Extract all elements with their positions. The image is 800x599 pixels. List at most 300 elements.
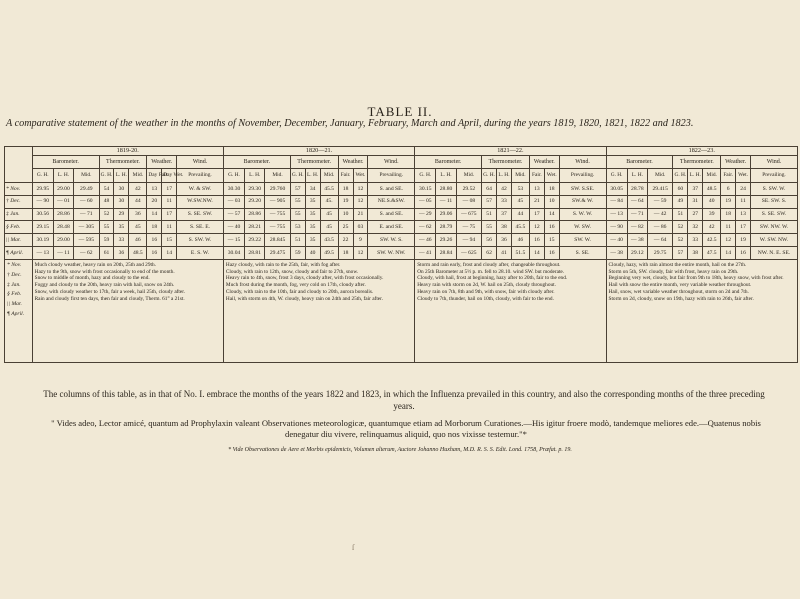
weather-days-value: 18: [721, 208, 736, 221]
thermometer-value: 46: [511, 234, 529, 247]
thermometer-value: 54: [99, 183, 114, 196]
weather-header: Weather.: [529, 156, 559, 169]
thermometer-value: 48: [99, 195, 114, 208]
barometer-value: — 60: [74, 195, 100, 208]
wind-col-header: Prevailing.: [559, 169, 606, 183]
barometer-header: Barometer.: [606, 156, 673, 169]
year-header-3: 1822—23.: [606, 147, 798, 156]
table-row: [5, 208, 798, 221]
year-header-1: 1820—21.: [223, 147, 414, 156]
barometer-value: — 905: [265, 195, 291, 208]
thermometer-value: 55: [290, 208, 305, 221]
thermometer-value: 45.5: [320, 183, 338, 196]
remarks-year-1: [223, 259, 414, 362]
barometer-value: — 90: [32, 195, 53, 208]
thermometer-col-header: Mid.: [129, 169, 147, 183]
barometer-value: 28.78: [627, 183, 647, 196]
thermometer-value: 49: [673, 195, 688, 208]
remark-text: Cloudy, hazy, with rain almost the entire month, hail on the 27th.: [608, 261, 747, 268]
barometer-value: — 40: [606, 234, 627, 247]
barometer-value: 30.05: [606, 183, 627, 196]
wind-header: Wind.: [177, 156, 224, 169]
barometer-value: 29.06: [436, 208, 456, 221]
remark-text: Hazy to the 9th, snow with frost occasionally to end of the month.: [34, 268, 175, 275]
wind-value: S. and SE.: [368, 208, 415, 221]
weather-days-value: 16: [736, 246, 751, 259]
barometer-value: — 13: [606, 208, 627, 221]
remark-text: Hail with snow the entire month, very variable weather throughout.: [608, 282, 752, 289]
remark-text: On 25th Barometer at 5½ p. m. fell to 28.10. wind SW. but moderate.: [417, 268, 565, 275]
weather-days-value: 11: [736, 195, 751, 208]
wind-value: S. SE. SW.: [751, 208, 798, 221]
thermometer-header: Thermometer.: [290, 156, 338, 169]
thermometer-value: 45: [320, 208, 338, 221]
barometer-value: 30.04: [223, 246, 244, 259]
wind-value: S. SE.: [559, 246, 606, 259]
thermometer-col-header: G. H.: [99, 169, 114, 183]
barometer-value: — 86: [647, 221, 673, 234]
weather-days-value: 14: [544, 208, 559, 221]
weather-col-header: Fair.: [338, 169, 353, 183]
table-row: [5, 195, 798, 208]
thermometer-value: 51: [290, 234, 305, 247]
wind-header: Wind.: [559, 156, 606, 169]
barometer-value: 30.15: [415, 183, 436, 196]
barometer-value: 28.81: [245, 246, 265, 259]
weather-days-value: 14: [147, 208, 162, 221]
barometer-value: 29.12: [627, 246, 647, 259]
barometer-col-header: Mid.: [74, 169, 100, 183]
thermometer-value: 59: [290, 246, 305, 259]
remark-text: Foggy and cloudy to the 20th, heavy rain with hail, snow on 24th.: [34, 282, 175, 289]
barometer-value: — 64: [627, 195, 647, 208]
thermometer-value: 45.5: [511, 221, 529, 234]
table-note: The columns of this table, as in that of No. I. embrace the months of the years 1822 and 1823, in which the Influenza prevailed in this country, and also the corresponding months of the three preceding years.: [43, 389, 765, 411]
month-label: † Dec.: [5, 195, 33, 208]
barometer-value: — 11: [53, 246, 73, 259]
thermometer-col-header: Mid.: [511, 169, 529, 183]
wind-value: S. SW. W.: [751, 183, 798, 196]
barometer-header: Barometer.: [415, 156, 482, 169]
thermometer-col-header: G. H.: [673, 169, 688, 183]
thermometer-value: 42: [129, 183, 147, 196]
weather-col-header: Day Wet.: [162, 169, 177, 183]
barometer-value: — 625: [456, 246, 482, 259]
thermometer-value: 41: [497, 246, 512, 259]
thermometer-value: 62: [482, 246, 497, 259]
weather-days-value: 13: [529, 183, 544, 196]
remark-text: Cloudy to 7th, thunder, hail on 10th, cloudy, with fair to the end.: [417, 295, 554, 302]
weather-days-value: 19: [736, 234, 751, 247]
weather-col-header: Day Fair.: [147, 169, 162, 183]
barometer-col-header: Mid.: [456, 169, 482, 183]
weather-days-value: 03: [353, 221, 368, 234]
month-label: * Nov.: [5, 183, 33, 196]
thermometer-col-header: L. H.: [497, 169, 512, 183]
barometer-value: 29.22: [245, 234, 265, 247]
thermometer-value: 27: [688, 208, 703, 221]
weather-days-value: 17: [736, 221, 751, 234]
thermometer-value: 45: [129, 221, 147, 234]
barometer-col-header: L. H.: [436, 169, 456, 183]
remark-text: Heavy rain to 4th, snow, frost 3 days, cloudy after, with frost occasionally.: [225, 275, 384, 282]
thermometer-col-header: L. H.: [114, 169, 129, 183]
barometer-value: 29.20: [245, 195, 265, 208]
thermometer-value: 57: [673, 246, 688, 259]
table-row: [5, 246, 798, 259]
weather-days-value: 14: [721, 246, 736, 259]
wind-header: Wind.: [751, 156, 798, 169]
remark-month-label: ‡ Jan.: [7, 281, 21, 288]
weather-days-value: 19: [721, 195, 736, 208]
barometer-value: — 46: [415, 234, 436, 247]
weather-days-value: 14: [529, 246, 544, 259]
barometer-value: — 08: [456, 195, 482, 208]
thermometer-value: 52: [673, 221, 688, 234]
thermometer-value: 51.5: [511, 246, 529, 259]
barometer-value: — 05: [415, 195, 436, 208]
weather-days-value: 6: [721, 183, 736, 196]
weather-days-value: 19: [338, 195, 353, 208]
wind-value: SW. W. NW.: [368, 246, 415, 259]
weather-days-value: 14: [162, 246, 177, 259]
wind-value: SW.& W.: [559, 195, 606, 208]
barometer-value: 29.26: [436, 234, 456, 247]
weather-days-value: 22: [338, 234, 353, 247]
thermometer-value: 44: [511, 208, 529, 221]
thermometer-value: 49.5: [320, 246, 338, 259]
wind-value: SE. SW. S.: [751, 195, 798, 208]
remark-text: Cloudy, with rain to the 10th, fair and cloudy to 20th, aurora borealis.: [225, 288, 374, 295]
barometer-value: — 38: [627, 234, 647, 247]
barometer-col-header: L. H.: [53, 169, 73, 183]
barometer-col-header: G. H.: [32, 169, 53, 183]
barometer-col-header: Mid.: [647, 169, 673, 183]
barometer-value: — 29: [415, 208, 436, 221]
wind-value: S. W. W.: [559, 208, 606, 221]
barometer-value: — 305: [74, 221, 100, 234]
barometer-value: — 675: [456, 208, 482, 221]
thermometer-value: 35: [114, 221, 129, 234]
table-subtitle: A comparative statement of the weather in the months of November, December, January, February, March and April, during the years 1819, 1820, 1821, 1822 and 1823.: [6, 118, 694, 129]
thermometer-value: 55: [99, 221, 114, 234]
wind-header: Wind.: [368, 156, 415, 169]
month-label: § Feb.: [5, 221, 33, 234]
barometer-value: — 71: [627, 208, 647, 221]
remark-text: Storm on 2d, cloudy, snow on 19th, hazy with rain to 26th, fair after.: [608, 295, 754, 302]
remark-text: Cloudy, with hail, frost at beginning, hazy after to 20th, fair to the end.: [417, 275, 568, 282]
barometer-value: 29.15: [32, 221, 53, 234]
weather-days-value: 10: [338, 208, 353, 221]
weather-days-value: 15: [162, 234, 177, 247]
barometer-col-header: G. H.: [606, 169, 627, 183]
footnote: * Vide Observationes de Aere et Morbis epidemicis, Volumen alterum, Auctore Johanno Huxham, M.D. R. S. S. Edit. Lond. 1758, Præfat. p. 19.: [228, 447, 572, 453]
thermometer-header: Thermometer.: [673, 156, 721, 169]
barometer-value: — 64: [647, 234, 673, 247]
barometer-value: 29.75: [647, 246, 673, 259]
thermometer-value: 48.5: [129, 246, 147, 259]
wind-value: SW. S.SE.: [559, 183, 606, 196]
table-row: [5, 183, 798, 196]
weather-days-value: 12: [721, 234, 736, 247]
barometer-value: — 82: [627, 221, 647, 234]
thermometer-value: 36: [114, 246, 129, 259]
barometer-col-header: G. H.: [415, 169, 436, 183]
barometer-value: 28.845: [265, 234, 291, 247]
thermometer-value: 35: [305, 221, 320, 234]
weather-header: Weather.: [721, 156, 751, 169]
wind-value: NE.S.&SW.: [368, 195, 415, 208]
remarks-year-3: [606, 259, 798, 362]
wind-col-header: Prevailing.: [751, 169, 798, 183]
thermometer-value: 44: [129, 195, 147, 208]
remark-text: Cloudy, with rain to 12th, snow, cloudy and fair to 27th, snow.: [225, 268, 359, 275]
weather-days-value: 17: [162, 183, 177, 196]
weather-col-header: Wet.: [353, 169, 368, 183]
weather-days-value: 13: [147, 183, 162, 196]
barometer-value: 29.415: [647, 183, 673, 196]
wind-value: SW. W.: [559, 234, 606, 247]
remark-text: Much frost during the month, fog, very cold on 17th, cloudy after.: [225, 282, 366, 289]
remarks-year-2: [415, 259, 606, 362]
remark-text: Heavy rain with storm on 2d, W. hail on 25th, cloudy throughout.: [417, 282, 556, 289]
thermometer-value: 64: [482, 183, 497, 196]
thermometer-value: 60: [673, 183, 688, 196]
weather-table-container: [4, 146, 798, 380]
weather-header: Weather.: [147, 156, 177, 169]
remark-text: Storm on 5th, SW. cloudy, fair with frost, heavy rain on 29th.: [608, 268, 739, 275]
weather-days-value: 25: [338, 221, 353, 234]
barometer-value: — 11: [436, 195, 456, 208]
remarks-year-0: [32, 259, 223, 362]
barometer-value: 29.00: [53, 234, 73, 247]
year-header-0: 1819-20.: [32, 147, 223, 156]
barometer-value: — 01: [53, 195, 73, 208]
thermometer-value: 40: [703, 195, 721, 208]
weather-days-value: 9: [353, 234, 368, 247]
weather-days-value: 12: [529, 221, 544, 234]
remark-text: Hazy cloudy, with rain to the 25th, fair, with fog after.: [225, 261, 341, 268]
weather-days-value: 15: [544, 234, 559, 247]
remark-text: Snow to middle of month, hazy and cloudy to the end.: [34, 275, 150, 282]
weather-days-value: 21: [529, 195, 544, 208]
thermometer-header: Thermometer.: [482, 156, 530, 169]
thermometer-value: 57: [482, 195, 497, 208]
thermometer-value: 56: [482, 234, 497, 247]
remark-text: Storm and rain early, frost and cloudy after, changeable throughout.: [417, 261, 561, 268]
wind-value: E. S. W.: [177, 246, 224, 259]
remark-month-label: ¶ April.: [7, 311, 25, 318]
table-row: [5, 221, 798, 234]
weather-comparison-table: [4, 146, 798, 363]
barometer-value: — 41: [415, 246, 436, 259]
barometer-value: — 57: [223, 208, 244, 221]
wind-value: SW. W. S.: [368, 234, 415, 247]
thermometer-value: 40: [305, 246, 320, 259]
barometer-header: Barometer.: [223, 156, 290, 169]
weather-days-value: 16: [544, 246, 559, 259]
thermometer-value: 36: [129, 208, 147, 221]
barometer-value: 28.48: [53, 221, 73, 234]
barometer-col-header: L. H.: [627, 169, 647, 183]
barometer-col-header: Mid.: [265, 169, 291, 183]
table-title: TABLE II.: [367, 104, 433, 119]
weather-days-value: 12: [353, 195, 368, 208]
weather-days-value: 18: [338, 246, 353, 259]
barometer-value: — 755: [265, 221, 291, 234]
barometer-value: 28.21: [245, 221, 265, 234]
barometer-value: — 15: [223, 234, 244, 247]
weather-days-value: 12: [353, 183, 368, 196]
thermometer-value: 37: [497, 208, 512, 221]
barometer-value: 30.56: [32, 208, 53, 221]
thermometer-value: 36: [497, 234, 512, 247]
thermometer-value: 33: [497, 195, 512, 208]
barometer-value: — 84: [606, 195, 627, 208]
thermometer-col-header: G. H.: [290, 169, 305, 183]
weather-col-header: Fair.: [721, 169, 736, 183]
thermometer-value: 52: [99, 208, 114, 221]
thermometer-col-header: L. H.: [305, 169, 320, 183]
thermometer-value: 53: [290, 221, 305, 234]
thermometer-value: 35: [305, 195, 320, 208]
thermometer-value: 51: [673, 208, 688, 221]
remark-month-label: † Dec.: [7, 271, 22, 278]
remark-month-label: § Feb.: [7, 291, 22, 298]
barometer-value: — 62: [74, 246, 100, 259]
thermometer-value: 42.5: [703, 234, 721, 247]
table-row: [5, 234, 798, 247]
weather-days-value: 11: [162, 195, 177, 208]
weather-header: Weather.: [338, 156, 368, 169]
weather-days-value: 17: [162, 208, 177, 221]
weather-days-value: 17: [529, 208, 544, 221]
barometer-value: — 755: [265, 208, 291, 221]
thermometer-value: 33: [114, 234, 129, 247]
wind-value: E. and SE.: [368, 221, 415, 234]
thermometer-value: 39: [703, 208, 721, 221]
weather-days-value: 18: [338, 183, 353, 196]
barometer-value: 28.79: [436, 221, 456, 234]
remark-text: Rain and cloudy first ten days, then fair and cloudy, Therm. 61° a 21st.: [34, 295, 185, 302]
barometer-value: 29.52: [456, 183, 482, 196]
remark-text: Snow, with cloudy weather to 17th, fair a week, hail 25th, cloudy after.: [34, 288, 186, 295]
weather-days-value: 16: [544, 221, 559, 234]
weather-days-value: 18: [147, 221, 162, 234]
barometer-value: 29.475: [265, 246, 291, 259]
thermometer-value: 30: [114, 195, 129, 208]
barometer-value: 28.80: [436, 183, 456, 196]
thermometer-value: 35: [305, 234, 320, 247]
weather-days-value: 16: [529, 234, 544, 247]
month-label: ‡ Jan.: [5, 208, 33, 221]
weather-days-value: 18: [544, 183, 559, 196]
barometer-value: 28.84: [436, 246, 456, 259]
thermometer-value: 52: [673, 234, 688, 247]
barometer-value: — 42: [647, 208, 673, 221]
barometer-value: — 75: [456, 221, 482, 234]
barometer-value: — 59: [647, 195, 673, 208]
corner-cell: [5, 147, 33, 183]
thermometer-value: 55: [290, 195, 305, 208]
wind-value: SW. NW. W.: [751, 221, 798, 234]
thermometer-value: 46: [129, 234, 147, 247]
barometer-value: 28.86: [245, 208, 265, 221]
thermometer-value: 53: [511, 183, 529, 196]
weather-col-header: Fair.: [529, 169, 544, 183]
wind-value: W. & SW.: [177, 183, 224, 196]
weather-days-value: 10: [544, 195, 559, 208]
thermometer-value: 57: [290, 183, 305, 196]
thermometer-value: 29: [114, 208, 129, 221]
thermometer-value: 31: [688, 195, 703, 208]
barometer-value: 29.00: [53, 183, 73, 196]
remark-text: Hail, snow, wet variable weather throughout, storm on 2d and 7th.: [608, 288, 749, 295]
barometer-value: — 94: [456, 234, 482, 247]
weather-days-value: 11: [721, 221, 736, 234]
thermometer-value: 42: [497, 183, 512, 196]
barometer-value: — 62: [415, 221, 436, 234]
wind-col-header: Prevailing.: [177, 169, 224, 183]
thermometer-header: Thermometer.: [99, 156, 147, 169]
weather-days-value: 16: [147, 246, 162, 259]
remark-month-label: * Nov.: [7, 261, 22, 268]
barometer-value: — 40: [223, 221, 244, 234]
thermometer-value: 35: [305, 208, 320, 221]
thermometer-value: 38: [688, 246, 703, 259]
wind-value: S. and SE.: [368, 183, 415, 196]
barometer-value: — 03: [223, 195, 244, 208]
wind-value: NW. N. E. SE.: [751, 246, 798, 259]
barometer-value: 30.19: [32, 234, 53, 247]
month-label: || Mar.: [5, 234, 33, 247]
thermometer-value: 48.5: [703, 183, 721, 196]
barometer-value: 29.30: [245, 183, 265, 196]
thermometer-value: 45.: [320, 195, 338, 208]
thermometer-value: 45: [320, 221, 338, 234]
thermometer-value: 32: [688, 221, 703, 234]
year-header-2: 1821—22.: [415, 147, 606, 156]
wind-col-header: Prevailing.: [368, 169, 415, 183]
barometer-value: 29.95: [32, 183, 53, 196]
thermometer-value: 30: [114, 183, 129, 196]
latin-quotation: " Vides adeo, Lector amicé, quantum ad Prophylaxin valeant Observationes meteorologicæ, quantumque etiam ad Morborum Curationes.—His igitur froere modò, tandemque meliores ede.—Quatenus nobis denegatur diu vivere, relinquamus aliquid, quo nos vixisse testemur."*: [51, 418, 761, 439]
weather-days-value: 13: [736, 208, 751, 221]
barometer-value: 28.86: [53, 208, 73, 221]
barometer-value: 30.30: [223, 183, 244, 196]
thermometer-col-header: L. H.: [688, 169, 703, 183]
remark-text: Hail, with storm on 4th, W. cloudy, heavy rain on 24th and 25th, fair after.: [225, 295, 383, 302]
weather-days-value: 11: [162, 221, 177, 234]
barometer-value: 29.49: [74, 183, 100, 196]
barometer-value: — 595: [74, 234, 100, 247]
thermometer-col-header: Mid.: [703, 169, 721, 183]
weather-col-header: Wet.: [736, 169, 751, 183]
wind-value: S. SE. E.: [177, 221, 224, 234]
thermometer-value: 43.5: [320, 234, 338, 247]
thermometer-value: 45: [511, 195, 529, 208]
wind-value: W. SW.: [559, 221, 606, 234]
wind-value: W.SW.NW.: [177, 195, 224, 208]
thermometer-value: 51: [482, 208, 497, 221]
barometer-header: Barometer.: [32, 156, 99, 169]
thermometer-value: 55: [482, 221, 497, 234]
thermometer-value: 37: [688, 183, 703, 196]
weather-col-header: Wet.: [544, 169, 559, 183]
thermometer-value: 61: [99, 246, 114, 259]
barometer-value: — 90: [606, 221, 627, 234]
barometer-value: — 71: [74, 208, 100, 221]
